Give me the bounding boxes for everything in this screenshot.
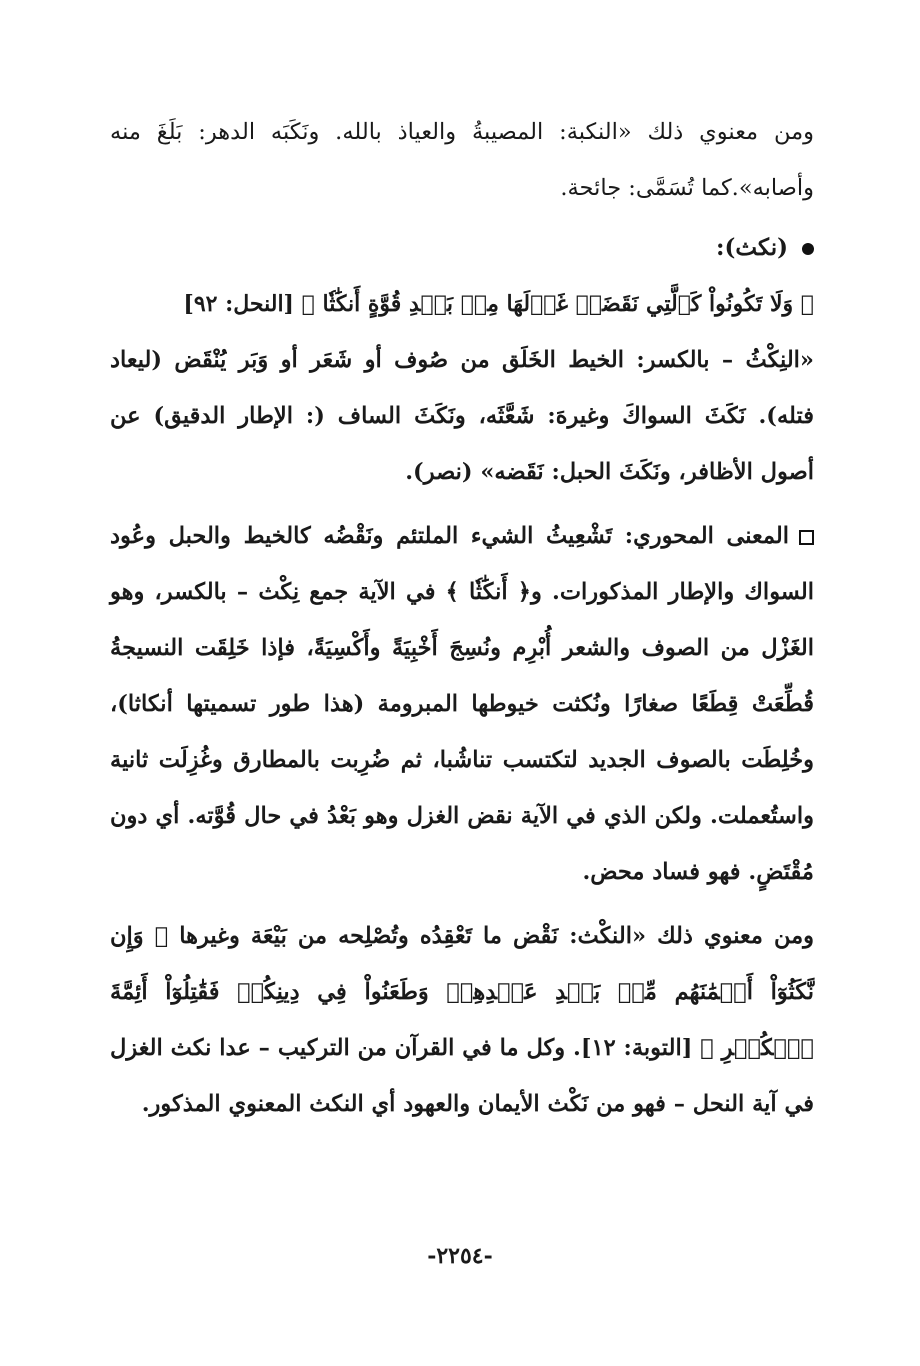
page-number: -٢٢٥٤- — [427, 1243, 493, 1269]
verse-nahl — [110, 276, 814, 332]
verse-text: ﴿ وَلَا تَكُونُواْ كَٱلَّتِي نَقَضَتۡ غَزۡلَهَا مِنۢ بَعۡدِ قُوَّةٍ أَنكَٰثٗا ﴾ — [301, 291, 814, 317]
entry-heading — [110, 220, 814, 276]
entry-heading-label: (نكث): — [716, 234, 788, 261]
square-marker-icon — [799, 530, 814, 545]
paragraph-lexical-definition: «النِكْثُ – بالكسر: الخيط الخَلَق من صُوف أو شَعَر أو وَبَر يُنْقَض (ليعاد فتله). نَكَثَ السواكَ وغيرهَ: شَعَّثَه، ونَكَثَ الساف (: الإطار الدقيق) عن أصول الأظافر، ونَكَثَ الحبل: نَقَضه» (نصر). — [110, 347, 814, 485]
page-body — [110, 104, 814, 1132]
bullet-icon — [802, 243, 814, 255]
verse-reference: [النحل: ٩٢] — [183, 291, 294, 317]
core-meaning-label: المعنى المحوري: — [624, 523, 789, 549]
core-meaning-text: تَشْعِيثُ الشيء الملتئم ونَقْضُه كالخيط والحبل وعُود السواك والإطار المذكورات. و﴿ أَنكَٰثٗا ﴾ في الآية جمع نِكْث – بالكسر، وهو الغَزْل من الصوف والشعر أُبْرِم ونُسِجَ أَخْبِيَةً وأَكْسِيَةً، فإذا خَلِقَت النسيجةُ قُطِّعَتْ قِطَعًا صغارًا ونُكثت خيوطها المبرومة (هذا طور تسميتها أنكاثا)، وخُلِطَت بالصوف الجديد لتكتسب تناشُبا، ثم ضُرِبت بالمطارق وغُزِلَت ثانية واستُعملت. ولكن الذي في الآية نقض الغزل وهو بَعْدُ في حال قُوَّته. أي دون مُقْتَضٍ. فهو فساد محض. — [110, 523, 814, 885]
paragraph-core-meaning — [110, 508, 814, 900]
paragraph-nakba: ومن معنوي ذلك «النكبة: المصيبةُ والعياذ بالله. ونَكَبَه الدهر: بَلَغَ منه وأصابه».كما تُسَمَّى: جائحة. — [110, 119, 814, 201]
paragraph-oath-breaking: ومن معنوي ذلك «النكْث: نَقْض ما تَعْقِدُه وتُصْلِحه من بَيْعَة وغيرها ﴿ وَإِن نَّكَثُوٓاْ أَيۡمَٰنَهُم مِّنۢ بَعۡدِ عَهۡدِهِمۡ وَطَعَنُواْ فِي دِينِكُمۡ فَقَٰتِلُوٓاْ أَئِمَّةَ ٱلۡكُفۡرِ ﴾ [التوبة: ١٢]. وكل ما في القرآن من التركيب – عدا نكث الغزل في آية النحل – فهو من نَكْث الأيمان والعهود أي النكث المعنوي المذكور. — [110, 923, 814, 1117]
